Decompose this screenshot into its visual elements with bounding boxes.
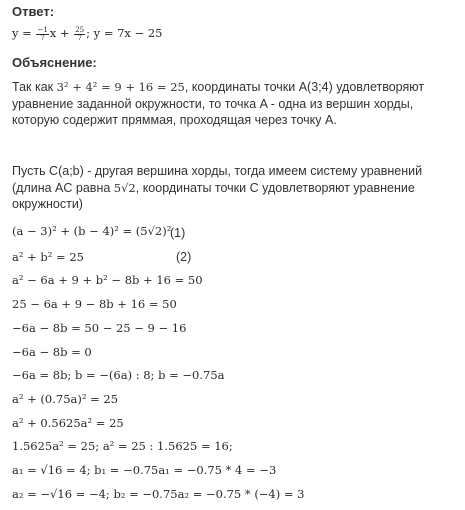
answer-eq2: ; y = 7x − 25 [86, 26, 163, 40]
p2-text-end: , координаты точки C удовлетворяют уравнение окружности) [12, 180, 415, 211]
explanation-heading: Объяснение: [12, 55, 97, 70]
equation-line-11: a₁ = √16 = 4; b₁ = −0.75a₁ = −0.75 * 4 = −3 [12, 463, 277, 477]
equation-line-1: (a − 3)² + (b − 4)² = (5√2)² [12, 224, 172, 238]
answer-equations [12, 26, 163, 42]
answer-fraction-1 [36, 27, 48, 42]
equation-line-7: −6a = 8b; b = −(6a) : 8; b = −0.75a [12, 368, 225, 382]
equation-tag-2: (2) [176, 250, 192, 264]
equation-line-12: a₂ = −√16 = −4; b₂ = −0.75a₂ = −0.75 * (−4) = 3 [12, 487, 305, 501]
p1-math: 3² + 4² = 9 + 16 = 25 [56, 80, 185, 94]
equation-line-3: a² − 6a + 9 + b² − 8b + 16 = 50 [12, 273, 203, 287]
fraction-denominator: 7 [40, 33, 45, 42]
fraction-numerator: −1 [37, 25, 48, 34]
equation-tag-1: (1) [170, 226, 186, 240]
equation-line-8: a² + (0.75a)² = 25 [12, 392, 119, 406]
answer-heading: Ответ: [12, 4, 55, 19]
answer-eq1-lhs: y = [12, 26, 36, 40]
explanation-paragraph-2 [12, 163, 457, 213]
answer-eq1-mid: x + [49, 26, 74, 40]
fraction-numerator: 25 [75, 25, 85, 34]
equation-line-9: a² + 0.5625a² = 25 [12, 416, 124, 430]
p1-text-start: Так как [12, 80, 57, 94]
equation-line-6: −6a − 8b = 0 [12, 345, 92, 359]
equation-line-10: 1.5625a² = 25; a² = 25 : 1.5625 = 16; [12, 439, 233, 453]
p2-text-start: Пусть C(a;b) - другая вершина хорды, тогда имеем систему уравнений (длина AC равна [12, 164, 423, 195]
fraction-denominator: 7 [77, 33, 82, 42]
equation-line-2: a² + b² = 25 [12, 250, 84, 264]
equation-line-4: 25 − 6a + 9 − 8b + 16 = 50 [12, 297, 177, 311]
p1-text-end: , координаты точки A(3;4) удовлетворяют уравнение заданной окружности, то точка A - одна из вершин хорды, которую содержит пряммая, проходящая через точку A. [12, 80, 425, 127]
equation-line-5: −6a − 8b = 50 − 25 − 9 − 16 [12, 321, 187, 335]
answer-fraction-2 [74, 27, 85, 42]
explanation-paragraph-1 [12, 79, 457, 129]
p2-math: 5√2 [113, 180, 136, 195]
